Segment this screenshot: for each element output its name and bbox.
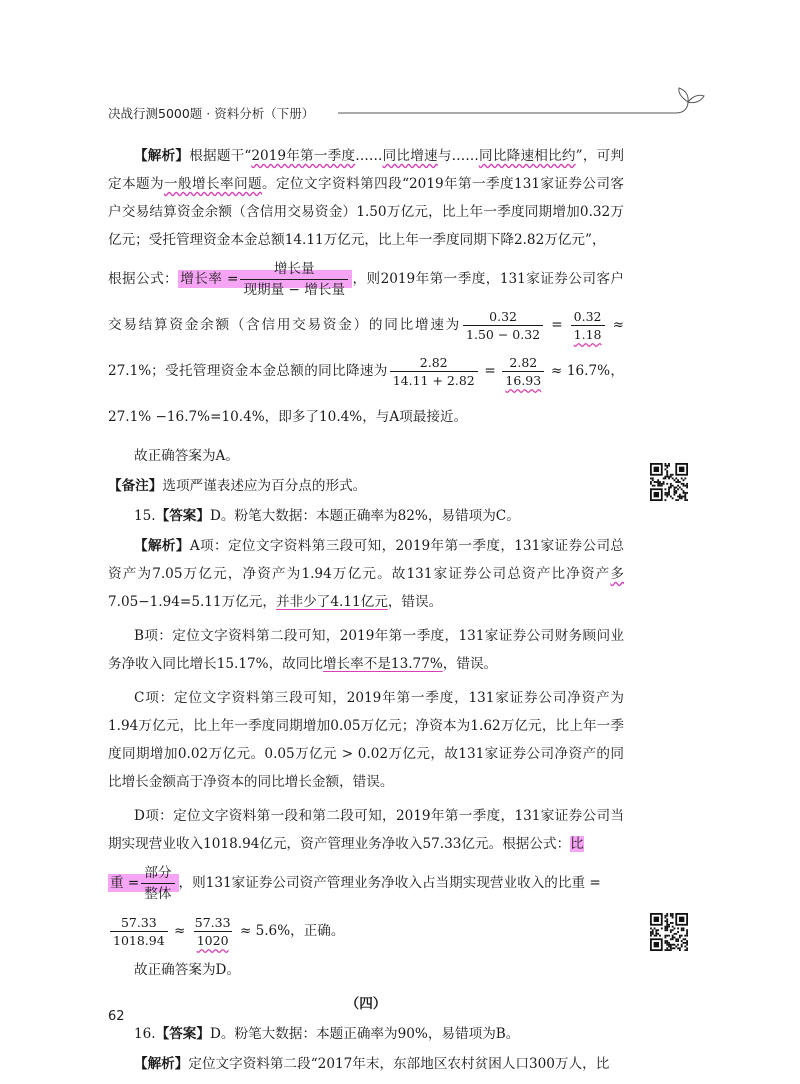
qr-code-icon	[650, 463, 688, 501]
text-run: ≈ 16.7%，27.1% −16.7%=10.4%，即多了10.4%，与A项最接近。	[108, 363, 624, 425]
fraction	[571, 309, 605, 342]
underlined-text: 增长率不是13.77%	[322, 656, 443, 672]
book-title: 决战行测5000题 · 资料分析（下册）	[108, 106, 315, 121]
section-tag: 【解析】	[134, 148, 190, 164]
text-run: 根据公式：	[108, 271, 179, 287]
text-run: D。粉笔大数据：本题正确率为90%，易错项为B。	[210, 1026, 520, 1042]
paragraph-p6	[108, 532, 624, 616]
text-run: 7.05−1.94=5.11万亿元，	[108, 594, 276, 610]
underlined-text: 同比增速	[382, 148, 438, 164]
qr-code-question-15[interactable]	[650, 463, 688, 501]
highlighted-text: 比	[570, 836, 584, 852]
qr-code-icon	[650, 913, 688, 951]
fraction-numerator: 0.32	[573, 309, 602, 324]
section-tag: 【答案】	[155, 1026, 210, 1042]
text-run: 与……	[437, 148, 479, 164]
paragraph-p15	[108, 1050, 624, 1078]
text-run: =	[479, 363, 501, 379]
text-run: 故正确答案为A。	[134, 448, 239, 464]
fraction-numerator: 2.82	[419, 355, 448, 370]
paragraph-p5	[108, 502, 624, 530]
fraction-numerator: 增长量	[273, 260, 315, 277]
fraction-numerator: 部分	[144, 864, 172, 881]
text-run: ，错误。	[387, 594, 443, 610]
text-run: ≈	[169, 923, 190, 939]
paragraph-p13	[108, 990, 624, 1018]
text-run: ，错误。	[442, 656, 498, 672]
text-run: ，则131家证券公司资产管理业务净收入占当期实现营业收入的比重 =	[178, 875, 601, 891]
fraction-numerator: 0.32	[489, 309, 517, 324]
fraction-denominator: 14.11 + 2.82	[390, 371, 478, 388]
underlined-text: 同比降速相比约	[478, 148, 576, 164]
paragraph-p1	[108, 142, 624, 254]
section-tag: 【答案】	[155, 508, 210, 524]
fraction	[502, 355, 544, 388]
text-run: （四）	[345, 996, 387, 1012]
text-run: =	[545, 317, 569, 333]
fraction-numerator: 57.33	[194, 915, 231, 930]
qr-code-question-16[interactable]	[650, 913, 688, 951]
text-run: 故正确答案为D。	[134, 962, 241, 978]
text-run: B项：定位文字资料第二段可知，2019年第一季度，131家证券公司财务顾问业务净收入同比增长15.17%，故同比	[108, 628, 624, 672]
page-number: 62	[108, 1009, 125, 1024]
fraction-denominator: 16.93	[502, 371, 544, 388]
fraction-numerator: 57.33	[120, 915, 157, 930]
formula-lead: 重 =	[110, 875, 140, 891]
fraction-denominator: 整体	[141, 883, 174, 903]
text-run: ……	[355, 148, 383, 164]
text-run: D项：定位文字资料第一段和第二段可知，2019年第一季度，131家证券公司当期实现营业收入1018.94亿元，资产管理业务净收入57.33亿元。根据公式：	[108, 808, 624, 852]
fraction-denominator: 现期量 − 增长量	[240, 279, 348, 299]
fraction	[390, 355, 478, 388]
fraction	[240, 260, 348, 299]
paragraph-p8	[108, 684, 624, 796]
highlighted-formula	[108, 864, 179, 902]
text-run: 选项严谨表述应为百分点的形式。	[162, 478, 367, 494]
underlined-text: 2019年第一季度	[251, 148, 356, 164]
text-run: ≈ 27.1%；受托管理资金本金总额的同比降速为	[108, 317, 624, 379]
text-run: 15.	[134, 508, 156, 524]
paragraph-p2	[108, 256, 624, 440]
inline-fraction	[190, 915, 236, 948]
text-run: ”，可判定本题为	[108, 148, 625, 192]
underlined-text: 多	[610, 566, 624, 582]
paragraph-p12	[108, 956, 624, 984]
text-run: A项：定位文字资料第三段可知，2019年第一季度，131家证券公司总资产为7.05万亿元，净资产为1.94万亿元。故131家证券公司总资产比净资产	[108, 538, 625, 582]
paragraph-p4	[108, 472, 624, 500]
underlined-text: 并非少了4.11亿元	[275, 594, 388, 610]
paragraph-p10	[108, 860, 624, 906]
inline-fraction	[569, 309, 607, 342]
fraction-numerator: 2.82	[509, 355, 538, 370]
fraction-denominator: 1.18	[571, 325, 605, 342]
section-tag: 【备注】	[108, 478, 163, 494]
paragraph-p9	[108, 802, 624, 858]
formula-lead: 增长率 =	[180, 271, 239, 287]
fraction	[192, 915, 234, 948]
fraction	[463, 309, 543, 342]
text-run: 定位文字资料第二段“2017年末，东部地区农村贫困人口300万人，比	[188, 1056, 610, 1072]
inline-fraction	[500, 355, 546, 388]
fraction-denominator: 1.50 − 0.32	[463, 325, 543, 342]
text-run: 16.	[134, 1026, 156, 1042]
sprout-icon	[676, 88, 704, 113]
highlighted-formula	[178, 260, 352, 298]
text-run: ，则2019年第一季度，131家证券公司客户交易结算资金余额（含信用交易资金）的同比增速为	[108, 271, 625, 333]
fraction	[141, 864, 174, 903]
inline-fraction	[461, 309, 545, 342]
fraction-denominator: 1018.94	[110, 931, 168, 948]
text-run: D。粉笔大数据：本题正确率为82%，易错项为C。	[210, 508, 520, 524]
text-run: C项：定位文字资料第三段可知，2019年第一季度，131家证券公司净资产为1.94万亿元，比上年一季度同期增加0.05万亿元；净资本为1.62万亿元，比上年一季度同期增加0.02万亿元。0.05万亿元 > 0.02万亿元，故131家证券公司净资产的同比增长金额高于净资本的同比增长金额，错误。	[108, 690, 624, 790]
inline-fraction	[388, 355, 480, 388]
paragraph-p11	[108, 908, 624, 954]
text-run: ≈ 5.6%，正确。	[235, 923, 345, 939]
text-run: 根据题干“	[189, 148, 252, 164]
header-decoration	[0, 0, 800, 140]
paragraph-p7	[108, 622, 624, 678]
text-run: 。定位文字资料第四段“2019年第一季度131家证券公司客户交易结算资金余额（含信用交易资金）1.50万亿元，比上年一季度同期增加0.32万亿元；受托管理资金本金总额14.11万亿元，比上年一季度同期下降2.82万亿元”，	[108, 176, 625, 248]
fraction-denominator: 1020	[194, 931, 232, 948]
section-tag: 【解析】	[134, 1056, 189, 1072]
section-tag: 【解析】	[134, 538, 190, 554]
paragraph-p3	[108, 442, 624, 470]
fraction	[110, 915, 168, 948]
paragraph-p14	[108, 1020, 624, 1048]
inline-fraction	[108, 915, 170, 948]
underlined-text: 一般增长率问题	[164, 176, 263, 192]
solution-body	[108, 142, 624, 1080]
